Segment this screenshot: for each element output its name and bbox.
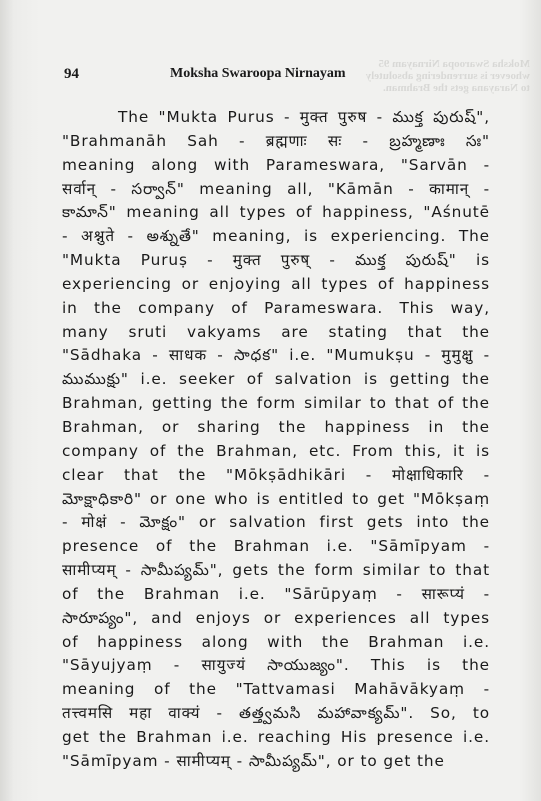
text-line: - मोक्षं - మోక్షం" or salvation first gets into the — [62, 513, 490, 532]
page-number: 94 — [64, 66, 79, 82]
text-line: many sruti vakyams are stating that the — [62, 322, 490, 341]
text-line: ముముక్షు" i.e. seeker of salvation is getting the — [62, 370, 490, 389]
text-line: meaning along with Parameswara, "Sarvān - — [62, 155, 490, 174]
text-line: "Sāmīpyam - सामीप्यम् - సామీప్యమ్", or to get the — [62, 751, 445, 770]
bleed-through-text: Moksha Swaroopa Nirnayam 95 whoever is surrendering absolutely to Narayana gets the Brahman. — [365, 58, 530, 94]
text-line: in the company of Parameswara. This way, — [62, 298, 490, 317]
text-line: clear that the "Mōkṣādhikāri - मोक्षाधिकारि - — [62, 465, 490, 484]
running-title: Moksha Swaroopa Nirnayam — [170, 66, 346, 81]
text-line: सामीप्यम् - సామీప్యమ్", gets the form similar to that — [62, 561, 490, 580]
text-line: "Brahmanāh Sah - ब्रह्मणाः सः - బ్రహ్మణాః సః" — [62, 131, 490, 150]
text-line: meaning of the "Tattvamasi Mahāvākyaṃ - — [62, 680, 490, 699]
text-line: - अश्नुते - అశ్నుతే" meaning, is experiencing. The — [62, 227, 490, 246]
text-line: కామాన్" meaning all types of happiness, "Aśnutē — [62, 203, 490, 222]
text-line: experiencing or enjoying all types of happiness — [62, 274, 490, 293]
text-line: company of the Brahman, etc. From this, it is — [62, 441, 490, 460]
text-line: तत्त्वमसि महा वाक्यं - తత్త్వమసి మహావాక్యమ్". So, to — [62, 704, 490, 723]
text-line: The "Mukta Purus - मुक्त पुरुष - ముక్త పురుష్", — [118, 108, 490, 126]
text-line: మోక్షాధికారి" or one who is entitled to get "Mōkṣaṃ — [62, 489, 490, 508]
text-line: of happiness along with the Brahman i.e. — [62, 632, 490, 651]
text-line: of the Brahman i.e. "Sārūpyaṃ - सारूप्यं - — [62, 584, 490, 603]
text-line: presence of the Brahman i.e. "Sāmīpyam - — [62, 537, 490, 556]
text-line: "Mukta Puruṣ - मुक्त पुरुष् - ముక్త పురుష్" is — [62, 251, 490, 270]
text-line: सर्वान् - సర్వాన్" meaning all, "Kāmān - कामान् - — [62, 179, 490, 198]
text-line: Brahman, getting the form similar to that of the — [62, 394, 490, 413]
text-line: get the Brahman i.e. reaching His presence i.e. — [62, 727, 490, 746]
text-line: "Sāyujyaṃ - सायुज्यं సాయుజ్యం". This is the — [62, 656, 490, 675]
text-line: "Sādhaka - साधक - సాధక" i.e. "Mumukṣu - मुमुक्षु - — [62, 346, 490, 365]
body-paragraph — [62, 106, 490, 774]
page-header — [64, 66, 501, 86]
text-line: Brahman, or sharing the happiness in the — [62, 417, 490, 436]
text-line: సారూప్యం", and enjoys or experiences all types — [62, 608, 490, 627]
